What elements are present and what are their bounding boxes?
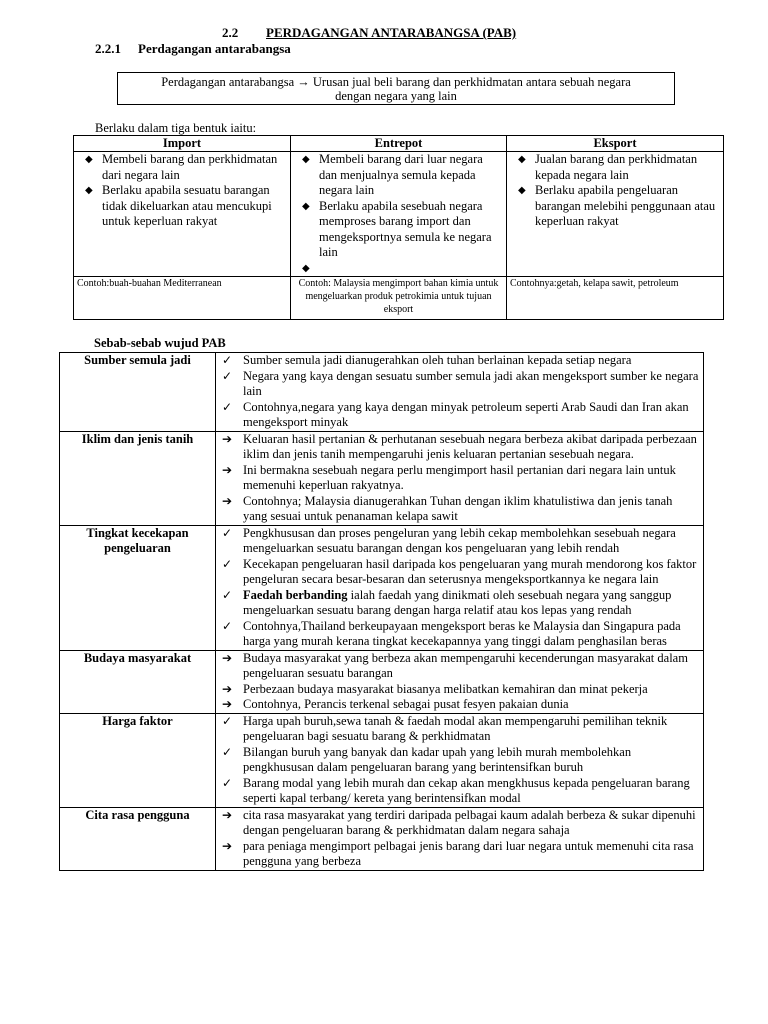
entrepot-cell	[291, 152, 507, 277]
cause-points-cell	[216, 353, 704, 432]
arrow-icon: ➔	[222, 807, 233, 822]
arrow-icon: ➔	[222, 431, 233, 446]
cause-points-cell	[216, 807, 704, 870]
trade-forms-table	[73, 135, 724, 320]
list-item: ➔ Keluaran hasil pertanian & perhutanan sesebuah negara berbeza akibat daripada perbezaan iklim dan jenis tanih mempengaruhi jenis keluaran pertanian sesebuah negara.	[222, 431, 697, 461]
cause-row-budaya	[60, 650, 704, 713]
forms-intro: Berlaku dalam tiga bentuk iaitu:	[95, 121, 257, 135]
section-number: 2.2	[222, 25, 239, 40]
import-cell	[74, 152, 291, 277]
list-item: ◆ Berlaku apabila pengeluaran barangan melebihi penggunaan atau keperluan rakyat	[518, 183, 716, 228]
check-icon: ✓	[222, 618, 233, 633]
list-item: ✓ Contohnya,Thailand berkeupayaan mengeksport beras ke Malaysia dan Singapura pada harga yang murah kerana tingkat kecekapannya yang tinggi dalam penghasilan beras	[222, 618, 681, 648]
eksport-example: Contohnya:getah, kelapa sawit, petroleum	[507, 277, 724, 320]
list-item: ✓ Kecekapan pengeluaran hasil daripada kos pengeluaran yang murah mendorong kos faktor pengeluran secara besar-besaran dan seterusnya mengeksportkannya ke negara lain	[222, 556, 697, 586]
cause-heading: Iklim dan jenis tanih	[60, 431, 216, 525]
causes-table	[59, 352, 704, 871]
arrow-icon: ➔	[222, 838, 233, 853]
entrepot-list	[294, 152, 503, 276]
cause-row-citarasa	[60, 807, 704, 870]
list-item: ✓ Faedah berbanding ialah faedah yang dinikmati oleh sesebuah negara yang sanggup mengeluarkan sesuatu barang dengan harga relatif atau kos lepas yang rendah	[222, 587, 672, 617]
list-item: ◆ Berlaku apabila sesuatu barangan tidak dikeluarkan atau mencukupi untuk keperluan rakyat	[85, 183, 272, 228]
cause-points-cell	[216, 431, 704, 525]
cause-row-kecekapan	[60, 525, 704, 650]
list-item: ◆ Jualan barang dan perkhidmatan kepada negara lain	[518, 152, 698, 182]
diamond-bullet-icon: ◆	[302, 154, 310, 165]
list-item: ➔ Contohnya, Perancis terkenal sebagai pusat fesyen pakaian dunia	[222, 697, 569, 711]
cause-points-cell	[216, 650, 704, 713]
diamond-bullet-icon: ◆	[302, 262, 310, 274]
list-item: ➔ Perbezaan budaya masyarakat biasanya melibatkan kemahiran dan minat pekerja	[222, 681, 648, 696]
cause-heading: Sumber semula jadi	[60, 353, 216, 432]
check-icon: ✓	[222, 353, 233, 367]
arrow-icon: ➔	[222, 681, 233, 696]
arrow-icon: ➔	[222, 650, 233, 665]
list-item: ✓ Barang modal yang lebih murah dan cekap akan mengkhusus kepada pengeluaran barang seperti kapal terbang/ kereta yang berintensifkan modal	[222, 775, 690, 805]
cause-heading: Tingkat kecekapan pengeluaran	[60, 525, 216, 650]
definition-line-2: dengan negara yang lain	[335, 89, 457, 103]
diamond-bullet-icon: ◆	[518, 154, 526, 165]
arrow-icon: ➔	[222, 697, 233, 711]
definition-line-1: Perdagangan antarabangsa → Urusan jual beli barang dan perkhidmatan antara sebuah negara	[161, 75, 631, 89]
bold-term: Faedah berbanding	[243, 587, 348, 602]
list-item: ✓ Pengkhususan dan proses pengeluran yang lebih cekap membolehkan sesebuah negara mengeluarkan sesuatu barangan dengan kos pengeluaran yang lebih rendah	[222, 525, 676, 555]
cause-row-harga	[60, 713, 704, 807]
causes-title: Sebab-sebab wujud PAB	[94, 336, 226, 350]
list-item: ➔ para peniaga mengimport pelbagai jenis barang dari luar negara untuk memenuhi cita rasa pengguna yang berbeza	[222, 838, 694, 868]
definition-box	[117, 72, 675, 105]
list-item: ✓ Harga upah buruh,sewa tanah & faedah modal akan mempengaruhi pemilihan teknik pengeluaran bagi sesuatu barang & perkhidmatan	[222, 713, 668, 743]
header-eksport: Eksport	[507, 136, 724, 152]
list-item: ◆ Membeli barang dan perkhidmatan dari negara lain	[85, 152, 278, 182]
diamond-bullet-icon: ◆	[85, 185, 93, 196]
eksport-cell	[507, 152, 724, 277]
check-icon: ✓	[222, 587, 233, 602]
eksport-list	[510, 152, 720, 230]
cause-heading: Harga faktor	[60, 713, 216, 807]
header-import: Import	[74, 136, 291, 152]
subsection-title	[95, 41, 291, 57]
list-item: ➔ cita rasa masyarakat yang terdiri daripada pelbagai kaum adalah berbeza & sukar dipenuhi dengan pengeluaran barang & perkhidmatan dalam negara sahaja	[222, 807, 696, 837]
cause-row-sumber	[60, 353, 704, 432]
header-entrepot: Entrepot	[291, 136, 507, 152]
cause-points-cell	[216, 525, 704, 650]
list-item: ✓ Sumber semula jadi dianugerahkan oleh tuhan berlainan kepada setiap negara	[222, 353, 632, 367]
arrow-icon: ➔	[222, 493, 233, 508]
list-item: ✓ Contohnya,negara yang kaya dengan minyak petroleum seperti Arab Saudi dan Iran akan mengeksport minyak	[222, 399, 689, 429]
check-icon: ✓	[222, 775, 233, 790]
trade-forms-header-row	[74, 136, 724, 152]
check-icon: ✓	[222, 713, 233, 728]
cause-heading: Budaya masyarakat	[60, 650, 216, 713]
section-title	[222, 25, 516, 41]
check-icon: ✓	[222, 744, 233, 759]
check-icon: ✓	[222, 399, 233, 414]
cause-points-cell	[216, 713, 704, 807]
diamond-bullet-icon: ◆	[302, 200, 310, 212]
entrepot-example: Contoh: Malaysia mengimport bahan kimia untuk mengeluarkan produk petrokimia untuk tujuan eksport	[291, 277, 507, 320]
trade-forms-example-row	[74, 277, 724, 320]
cause-row-iklim	[60, 431, 704, 525]
trade-forms-body-row	[74, 152, 724, 277]
arrow-icon: ➔	[222, 462, 233, 477]
import-example: Contoh:buah-buahan Mediterranean	[74, 277, 291, 320]
subsection-number: 2.2.1	[95, 41, 121, 56]
list-item: ✓ Negara yang kaya dengan sesuatu sumber semula jadi akan mengeksport sumber ke negara lain	[222, 368, 699, 398]
list-item: ➔ Budaya masyarakat yang berbeza akan mempengaruhi kecenderungan masyarakat dalam pengeluaran sesuatu barangan	[222, 650, 688, 680]
import-list	[77, 152, 287, 230]
cause-heading: Cita rasa pengguna	[60, 807, 216, 870]
check-icon: ✓	[222, 556, 233, 571]
diamond-bullet-icon: ◆	[85, 154, 93, 165]
section-title-text: PERDAGANGAN ANTARABANGSA (PAB)	[266, 25, 517, 40]
subsection-title-text: Perdagangan antarabangsa	[138, 41, 291, 56]
list-item: ✓ Bilangan buruh yang banyak dan kadar upah yang lebih murah membolehkan pengkhususan dalam pengeluaran barang yang berintensifkan buruh	[222, 744, 632, 774]
list-item	[294, 261, 503, 277]
list-item: ◆ Membeli barang dari luar negara dan menjualnya semula kepada negara lain	[302, 152, 483, 197]
check-icon: ✓	[222, 525, 233, 540]
list-item: ➔ Contohnya; Malaysia dianugerahkan Tuhan dengan iklim khatulistiwa dan jenis tanah yang sesuai untuk penanaman kelapa sawit	[222, 493, 673, 523]
check-icon: ✓	[222, 368, 233, 383]
diamond-bullet-icon: ◆	[518, 185, 526, 196]
list-item: ➔ Ini bermakna sesebuah negara perlu mengimport hasil pertanian dari negara lain untuk memenuhi keperluan rakyatnya.	[222, 462, 676, 492]
list-item: ◆ Berlaku apabila sesebuah negara memproses barang import dan mengeksportnya semula ke negara lain	[302, 198, 492, 259]
